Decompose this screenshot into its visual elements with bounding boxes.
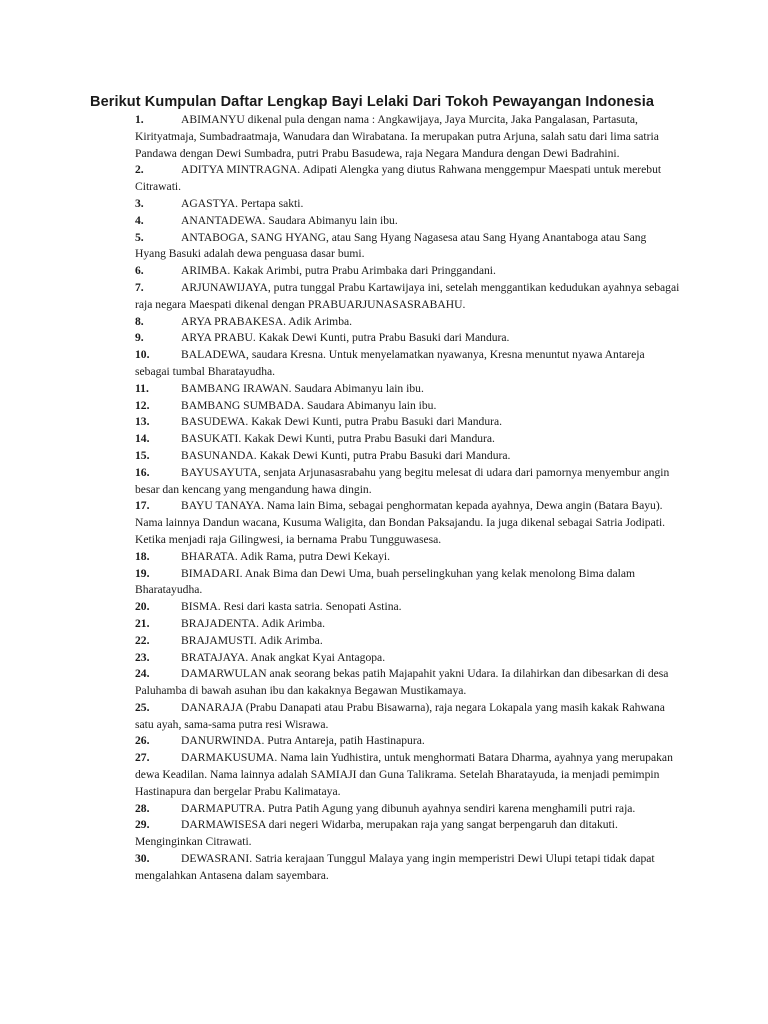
list-item-number: 25. [135,700,150,714]
document-title: Berikut Kumpulan Daftar Lengkap Bayi Lelaki Dari Tokoh Pewayangan Indonesia [90,94,655,110]
page-bottom-margin [0,990,768,1024]
list-item-number: 22. [135,633,150,647]
list-item [135,213,680,230]
list-item-number: 29. [135,818,150,832]
list-item-text: DAMARWULAN anak seorang bekas patih Majapahit yakni Udara. Ia dilahirkan dan dibesarkan di desa Paluhamba di bawah asuhan ibu dan kakaknya Begawan Mustikamaya. [135,667,669,698]
list-item-text: BRAJAMUSTI. Adik Arimba. [181,633,323,647]
list-item-number: 27. [135,751,150,765]
list-item [135,599,680,616]
list-item-text: BAYU TANAYA. Nama lain Bima, sebagai penghormatan kepada ayahnya, Dewa angin (Batara Bayu). Nama lainnya Dandun wacana, Kusuma Waligita, dan Bondan Paksajandu. Ia juga dikenal sebagai Satria Jodipati. Ketika menjadi raja Gilingwesi, ia bernama Prabu Tungguwasesa. [135,499,666,546]
list-item [135,314,680,331]
list-item-number: 10. [135,348,150,362]
list-item [135,431,680,448]
list-item-text: BALADEWA, saudara Kresna. Untuk menyelamatkan nyawanya, Kresna menuntut nyawa Antareja sebagai tumbal Bharatayudha. [135,348,645,378]
list-item-number: 18. [135,549,150,563]
list-item [135,817,680,851]
list-item [135,448,680,465]
list-item-text: BAMBANG IRAWAN. Saudara Abimanyu lain ibu. [181,381,424,395]
list-item-number: 17. [135,499,150,513]
list-item-number: 7. [135,280,144,294]
list-item-number: 28. [135,801,150,815]
list-item-text: DARMAKUSUMA. Nama lain Yudhistira, untuk menghormati Batara Dharma, ayahnya yang merupakan dewa Keadilan. Nama lainnya adalah SAMIAJI dan Guna Talikrama. Setelah Bharatayuda, ia menjadi pemimpin Hastinapura dan bergelar Prabu Kalimataya. [135,751,673,798]
list-item-number: 23. [135,650,150,664]
list-item-number: 1. [135,113,144,126]
list-item-text: ARIMBA. Kakak Arimbi, putra Prabu Arimbaka dari Pringgandani. [181,264,496,278]
list-item-number: 20. [135,600,150,614]
list-item [135,700,680,734]
list-item-text: ARYA PRABU. Kakak Dewi Kunti, putra Prabu Basuki dari Mandura. [181,331,510,345]
list-item-text: ANTABOGA, SANG HYANG, atau Sang Hyang Nagasesa atau Sang Hyang Anantaboga atau Sang Hyang Basuki adalah dewa penguasa dasar bumi. [135,230,647,261]
list-item-text: BASUDEWA. Kakak Dewi Kunti, putra Prabu Basuki dari Mandura. [181,415,503,429]
list-item-text: ARJUNAWIJAYA, putra tunggal Prabu Kartawijaya ini, setelah menggantikan kedudukan ayahnya sebagai raja negara Maespati dikenal dengan PRABUARJUNASASRABAHU. [135,280,680,311]
list-item-number: 3. [135,196,144,210]
list-item-text: DARMAWISESA dari negeri Widarba, merupakan raja yang sangat berpengaruh dan ditakuti. Menginginkan Citrawati. [135,818,618,849]
list-item [135,666,680,700]
list-item-number: 16. [135,465,150,479]
list-item [135,616,680,633]
list-item-number: 12. [135,398,150,412]
list-item-text: BASUKATI. Kakak Dewi Kunti, putra Prabu Basuki dari Mandura. [181,432,495,446]
list-item [135,398,680,415]
list-item-number: 4. [135,213,144,227]
list-item [135,650,680,667]
list-item [135,498,680,548]
character-list [135,112,680,885]
list-item [135,162,680,196]
list-item [135,801,680,818]
list-item [135,414,680,431]
list-item-text: DEWASRANI. Satria kerajaan Tunggul Malaya yang ingin memperistri Dewi Ulupi tetapi tidak dapat mengalahkan Antasena dalam sayembara. [135,852,655,882]
list-item-text: BIMADARI. Anak Bima dan Dewi Uma, buah perselingkuhan yang kelak menolong Bima dalam Bharatayudha. [135,566,635,597]
list-item-text: AGASTYA. Pertapa sakti. [181,196,304,210]
list-item-text: DANURWINDA. Putra Antareja, patih Hastinapura. [181,734,425,748]
list-item-number: 21. [135,616,150,630]
list-item-text: ARYA PRABAKESA. Adik Arimba. [181,314,353,328]
list-item [135,230,680,264]
list-item-text: BHARATA. Adik Rama, putra Dewi Kekayi. [181,549,391,563]
list-item-number: 15. [135,448,150,462]
list-item [135,112,680,162]
list-item-text: BAMBANG SUMBADA. Saudara Abimanyu lain ibu. [181,398,437,412]
list-item [135,196,680,213]
list-item-number: 30. [135,852,150,866]
list-item-text: BASUNANDA. Kakak Dewi Kunti, putra Prabu Basuki dari Mandura. [181,448,511,462]
list-item-text: BRATAJAYA. Anak angkat Kyai Antagopa. [181,650,386,664]
list-item-text: ABIMANYU dikenal pula dengan nama : Angkawijaya, Jaya Murcita, Jaka Pangalasan, Partasuta, Kirityatmaja, Sumbadraatmaja, Wanudara dan Wirabatana. Ia merupakan putra Arjuna, salah satu dari lima satria Pandawa dengan Dewi Sumbadra, putri Prabu Basudewa, raja Negara Mandura dengan Dewi Badrahini. [135,113,659,160]
list-item-number: 24. [135,667,150,681]
list-item-number: 5. [135,230,144,244]
list-item [135,549,680,566]
list-item [135,347,680,381]
list-item-number: 9. [135,331,144,345]
list-item-text: BAYUSAYUTA, senjata Arjunasasrabahu yang begitu melesat di udara dari pamornya menyembur angin besar dan kencang yang mengandung hawa dingin. [135,465,670,496]
list-item [135,633,680,650]
list-item-text: DARMAPUTRA. Putra Patih Agung yang dibunuh ayahnya sendiri karena menghamili putri raja. [181,801,636,815]
list-item-text: ADITYA MINTRAGNA. Adipati Alengka yang diutus Rahwana menggempur Maespati untuk merebut Citrawati. [135,163,662,194]
list-item-number: 13. [135,415,150,429]
list-item-text: DANARAJA (Prabu Danapati atau Prabu Bisawarna), raja negara Lokapala yang masih kakak Rahwana satu ayah, sama-sama putra resi Wisrawa. [135,700,665,731]
list-item-number: 14. [135,432,150,446]
list-item [135,381,680,398]
list-item [135,263,680,280]
list-item [135,733,680,750]
list-item-number: 19. [135,566,150,580]
list-item [135,330,680,347]
list-item-number: 8. [135,314,144,328]
list-item [135,851,680,885]
list-item [135,566,680,600]
list-item-text: BRAJADENTA. Adik Arimba. [181,616,325,630]
list-item [135,750,680,800]
list-item [135,280,680,314]
list-item-text: ANANTADEWA. Saudara Abimanyu lain ibu. [181,213,398,227]
list-item-number: 26. [135,734,150,748]
list-item-number: 2. [135,163,144,177]
list-item-number: 11. [135,381,149,395]
list-item [135,465,680,499]
list-item-number: 6. [135,264,144,278]
list-item-text: BISMA. Resi dari kasta satria. Senopati Astina. [181,600,402,614]
